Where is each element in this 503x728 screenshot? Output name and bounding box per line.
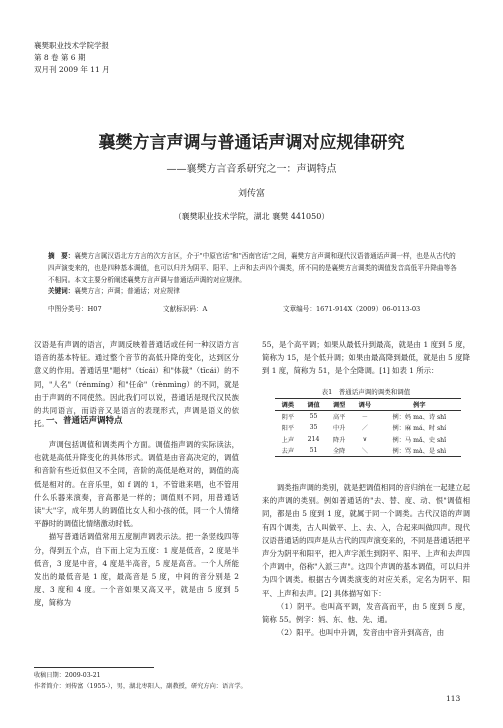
journal-name: 襄樊职业技术学院学报 (34, 41, 109, 50)
abstract-block (48, 251, 458, 298)
page-number: 113 (446, 694, 461, 703)
received-date: 收稿日期：2009-03-21 (34, 672, 101, 679)
table-cell: 高平 (332, 414, 346, 422)
table-cell: ／ (361, 425, 368, 433)
table-cell: 例：马 mǎ、史 shǐ (392, 436, 447, 444)
left-column-body (34, 438, 239, 610)
article-author: 刘传富 (237, 189, 265, 199)
table-header-cell: 调类 (281, 402, 295, 410)
left-column-intro: 汉语是有声调的语言，声调反映着普通话或任何一种汉语方言语音的基本特征。通过整个音节的高低升降的变化，达到区分意义的作用。普通话里"题材"（tícái）和"体裁"（tǐcái）的不同，"人名"（rénmíng）和"任命"（rènmìng）的不同，就是由于声调的不同使然。因此我们可以说，普通话是现代汉民族的共同语言，而语音又是语言的表现形式，声调是语义的依托。 (34, 340, 239, 429)
right-column-intro: 55，是个高平调；如果从最低升到最高，就是由 1 度到 5 度，简称为 15，是个低升调；如果由最高降到最低，就是由 5 度降到 1 度，简称为 51，是个全降调。[1] 如表 1 所示： (262, 340, 470, 376)
abstract-paragraph (48, 251, 458, 286)
table-cell: ＼ (361, 447, 368, 455)
table-header-cell: 例字 (413, 402, 426, 410)
keywords-label: 关键词： (48, 287, 75, 296)
paragraph: 声调包括调值和调类两个方面。调值指声调的实际读法，也就是高低升降变化的具体形式。调值是由音高决定的，调值和音阶有些近似但又不全同，音阶的高低是绝对的，调值的高低是相对的。在音乐里，如 f 调的 1，不管谁来唱，也不管用什么乐器来演奏，音高都是一样的；调值则不同，用普通话读"大"字，成年男人的调值比女人和小孩的低，同一个人情绪平静时的调值比情绪激动时低。 (34, 440, 239, 529)
table-cell: 51 (309, 446, 318, 454)
table-cell: 例：妈 ma、诗 shī (392, 414, 447, 422)
article-title: 襄樊方言声调与普通话声调对应规律研究 (98, 133, 405, 153)
footnote-block (34, 671, 247, 692)
section-heading: 一、普通话声调特点 (46, 416, 123, 426)
keywords-text: 襄樊方言；声调；普通话；对应规律 (74, 287, 180, 296)
paragraph: （1）阴平。也叫高平调，发音高而平，由 5 度到 5 度，简称 55。例字：妈、东、他、先、通。 (262, 601, 470, 625)
table-header-cell: 调号 (358, 402, 372, 410)
keywords-line (48, 286, 458, 298)
table-cell: 55 (309, 413, 318, 421)
table-cell: 全降 (332, 447, 346, 455)
table-cell: 阳平 (281, 425, 295, 433)
right-column-body (262, 481, 470, 639)
table-caption: 表1 普通话声调的调类和调值 (321, 388, 411, 396)
table-row (275, 445, 461, 457)
table-cell: 去声 (281, 447, 295, 455)
table-row (275, 422, 461, 433)
journal-volume: 第 8 卷 第 6 期 (34, 53, 86, 62)
table-cell: 中升 (332, 425, 346, 433)
document-code: 文献标识码：A (163, 305, 208, 313)
paragraph: 描写普通话调值常用五度制声调表示法。把一条竖线四等分，得到五个点，自下而上定为五度：1 度是低音，2 度是半低音，3 度是中音，4 度是半高音，5 度是高音。一个人所能发出的最低音是 1 度，最高音是 5 度，中间的音分别是 2 度、3 度和 4 度。一个音如果又高又平，就是由 5 度到 5 度，简称为 (34, 532, 239, 608)
article-subtitle: ——襄樊方言音系研究之一：声调特点 (166, 164, 337, 175)
classification-line (48, 303, 468, 313)
tone-table (275, 398, 461, 457)
table-row (275, 434, 461, 445)
journal-header (34, 40, 110, 76)
table-header-cell: 调值 (307, 402, 320, 410)
paragraph: 调类指声调的类别，就是把调值相同的音归纳在一起建立起来的声调的类别。例如普通话的"去、替、度、动、恨"调值相同，都是由 5 度到 1 度，就属于同一个调类。古代汉语的声调有四个调类，古人叫做平、上、去、入，合起来叫做四声。现代汉语普通话的四声是从古代的四声演变来的，不同是普通话把平声分为阴平和阳平，把入声字派生到阴平、阳平、上声和去声四个声调中，俗称"入派三声"。这四个声调的基本调值，可以归并为四个调类。根据古今调类演变的对应关系，定名为阴平、阳平、上声和去声。[2] 具体描写如下： (262, 483, 470, 598)
table-cell: 上声 (281, 436, 295, 444)
table-cell: 例：麻 má、时 shí (392, 425, 447, 433)
table-header-row (275, 399, 461, 411)
journal-date: 双月刊 2009 年 11 月 (34, 65, 110, 74)
footnote-divider (34, 667, 154, 668)
author-bio: 作者简介：刘传富（1955-），男，湖北枣阳人，副教授，研究方向：语言学。 (34, 682, 247, 690)
table-cell: 例：骂 mà、是 shì (392, 447, 447, 455)
article-number: 文章编号：1671-914X（2009）06-0113-03 (283, 305, 421, 313)
paragraph: （2）阳平。也叫中升调，发音由中音升到高音，由 (276, 628, 445, 638)
table-cell: 降升 (332, 436, 346, 444)
abstract-label: 摘 要： (48, 252, 75, 260)
table-cell: 阴平 (281, 414, 295, 422)
article-affiliation: （襄樊职业技术学院，湖北 襄樊 441050） (173, 212, 330, 221)
abstract-text: 襄樊方言属汉语北方方言的次方言区，介于"中原官话"和"西南官话"之间，襄樊方言声调和现代汉语普通话声调一样，也是从古代的四声演变来的，也是四种基本调值，也可以归并为阴平、阳平、上声和去声四个调类，所不同的是襄樊方言调类的调值发音高低平升降曲等各不相同。本文主要分析阐述襄樊方言声调与普通话声调的对应规律。 (48, 252, 457, 284)
table-cell: 214 (307, 435, 320, 443)
clc-number: 中图分类号：H07 (48, 305, 102, 313)
table-cell: 35 (309, 424, 318, 432)
table-cell: ∨ (362, 435, 368, 443)
table-row (275, 411, 461, 423)
table-header-cell: 调型 (332, 402, 346, 410)
table-cell: － (361, 414, 368, 422)
